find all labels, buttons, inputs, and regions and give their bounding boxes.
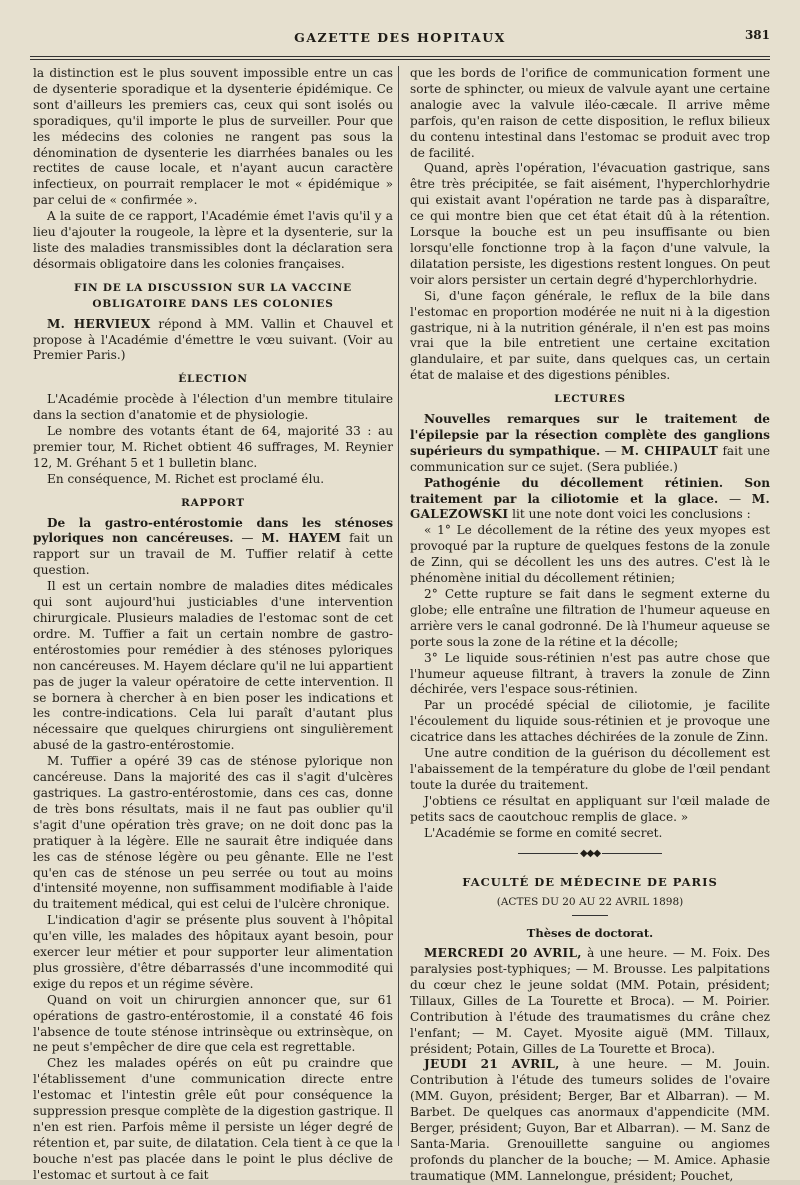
paragraph: JEUDI 21 AVRIL, à une heure. — M. Jouin. Contribution à l'étude des tumeurs solides de l'ovaire (MM. Guyon, président; Berger, Bar et Albarran). — M. Barbet. De quelques cas anormaux d'appendicite (MM. Berger, président; Guyon, Bar et Albarran). — M. Sanz de Santa-Maria. Grenouillette sanguine ou angiomes profonds du plancher de la bouche; — M. Amice. Aphasie traumatique (MM. Lannelongue, président; Pouchet, <box>410 1057 770 1183</box>
speaker-name: M. HAYEM <box>261 531 342 546</box>
paragraph: que les bords de l'orifice de communication forment une sorte de sphincter, ou mieux de valvule ayant une certaine analogie avec la valvule iléo-cæcale. Il arrive même parfois, qu'en raison de cette disposition, le reflux bilieux du contenu intestinal dans l'estomac se produit avec trop de facilité. <box>410 66 770 160</box>
short-rule <box>572 915 608 916</box>
paragraph: De la gastro-entérostomie dans les sténoses pyloriques non cancéreuses. — M. HAYEM fait un rapport sur un travail de M. Tuffier relatif à cette question. <box>33 515 393 578</box>
paragraph: M. Tuffier a opéré 39 cas de sténose pylorique non cancéreuse. Dans la majorité des cas il s'agit d'ulcères gastriques. La gastro-entérostomie, dans ces cas, donne de très bons résultats, mais il ne faut pas oublier qu'il s'agit d'une opération très grave; on ne doit donc pas la pratiquer à la légère. Elle ne saurait être indiquée dans les cas de sténose légère ou peu gênante. Elle ne l'est qu'en cas de sténose un peu serrée ou tout au moins d'intensité moyenne, non suffisamment modifiable à l'aide du traitement médical, qui est celui de l'ulcère chronique. <box>33 754 393 912</box>
speaker-name: M. GALEZOWSKI <box>410 491 770 522</box>
paragraph: Nouvelles remarques sur le traitement de l'épilepsie par la résection complète des ganglions supérieurs du sympathique. — M. CHIPAULT fait une communication sur ce sujet. (Sera publiée.) <box>410 412 770 474</box>
paragraph: « 1° Le décollement de la rétine des yeux myopes est provoqué par la rupture de quelques festons de la zonule de Zinn, qui se décollent les uns des autres. C'est là le phénomène initial du décollement rétinien; <box>410 523 770 586</box>
page-number: 381 <box>744 28 770 42</box>
paragraph: L'indication d'agir se présente plus souvent à l'hôpital qu'en ville, les malades des hôpitaux ayant besoin, pour exercer leur métier et pour supporter leur alimentation plus grossière, d'être débarrassés d'une incommodité qui exige du repos et un régime sévère. <box>33 913 393 991</box>
speaker-name: M. HERVIEUX <box>47 316 151 331</box>
speaker-name: M. CHIPAULT <box>621 443 719 458</box>
section-heading-lectures: LECTURES <box>554 393 626 406</box>
section-heading-faculte: FACULTÉ DE MÉDECINE DE PARIS <box>462 875 718 890</box>
section-heading-election: ÉLECTION <box>178 373 248 386</box>
acts-dates: (ACTES DU 20 AU 22 AVRIL 1898) <box>496 896 684 909</box>
paragraph: 3° Le liquide sous-rétinien n'est pas autre chose que l'humeur aqueuse filtrant, à travers la zonule de Zinn déchirée, vers l'espace sous-rétinien. <box>410 650 770 697</box>
paragraph: Quand on voit un chirurgien annoncer que, sur 61 opérations de gastro-entérostomie, il a constaté 46 fois l'absence de toute sténose intrinsèque ou extrinsèque, on ne peut s'empêcher de dire que cela est regrettable. <box>33 992 393 1055</box>
paragraph: Chez les malades opérés on eût pu craindre que l'établissement d'une communication directe entre l'estomac et l'intestin grêle eût pour conséquence la suppression presque complète de la digestion gastrique. Il n'en est rien. Parfois même il persiste un léger degré de rétention et, par suite, de dilatation. Cela tient à ce que la bouche n'est pas placée dans le point le plus déclive de l'estomac et surtout à ce fait <box>33 1056 393 1182</box>
paragraph: Une autre condition de la guérison du décollement est l'abaissement de la température du globe de l'œil pendant toute la durée du traitement. <box>410 746 770 792</box>
paragraph: Le nombre des votants étant de 64, majorité 33 : au premier tour, M. Richet obtient 46 suffrages, M. Reynier 12, M. Gréhant 5 et 1 bulletin blanc. <box>33 424 393 470</box>
paragraph: M. HERVIEUX répond à MM. Vallin et Chauvel et propose à l'Académie d'émettre le vœu suivant. (Voir au Premier Paris.) <box>33 316 393 363</box>
paragraph: En conséquence, M. Richet est proclamé élu. <box>47 471 325 486</box>
ornamental-divider: ◆◆◆ <box>410 846 770 862</box>
paragraph: Par un procédé spécial de ciliotomie, je facilite l'écoulement du liquide sous-rétinien et je provoque une cicatrice dans les attaches déchirées de la zonule de Zinn. <box>410 698 770 745</box>
section-heading-rapport: RAPPORT <box>181 496 245 509</box>
section-heading-theses: Thèses de doctorat. <box>526 926 654 941</box>
paragraph: MERCREDI 20 AVRIL, à une heure. — M. Foix. Des paralysies post-typhiques; — M. Brousse. Les palpitations du cœur chez le jeune soldat (MM. Potain, président; Tillaux, Gilles de La Tourette et Broca). — M. Poirier. Contribution à l'étude des traumatismes du crâne chez l'enfant; — M. Cayet. Myosite aiguë (MM. Tillaux, président; Potain, Gilles de La Tourette et Broca). <box>410 946 771 1056</box>
paragraph: Il est un certain nombre de maladies dites médicales qui sont aujourd'hui justiciables d'une intervention chirurgicale. Plusieurs maladies de l'estomac sont de cet ordre. M. Tuffier a fait un certain nombre de gastro-entérostomies pour remédier à des sténoses pyloriques non cancéreuses. M. Hayem déclare qu'il ne lui appartient pas de juger la valeur opératoire de cette intervention. Il se bornera à chercher à en bien poser les indications et les contre-indications. Cela lui paraît d'autant plus nécessaire que quelques chirurgiens ont singulièrement abusé de la gastro-entérostomie. <box>33 579 393 753</box>
journal-title: GAZETTE DES HOPITAUX <box>294 30 506 45</box>
paragraph: A la suite de ce rapport, l'Académie émet l'avis qu'il y a lieu d'ajouter la rougeole, la lèpre et la dysenterie, sur la liste des maladies transmissibles dont la déclaration sera désormais obligatoire dans les colonies françaises. <box>33 209 393 271</box>
paragraph: la distinction est le plus souvent impossible entre un cas de dysenterie sporadique et la dysenterie épidémique. Ce sont d'ailleurs les premiers cas, ceux qui sont isolés ou sporadiques, qu'il importe le plus de surveiller. Pour que les médecins des colonies ne rangent pas sous la dénomination de dysenterie les diarrhées banales ou les rectites de cause locale, et n'ayant aucun caractère infectieux, on pourrait remplacer le mot « épidémique » par celui de « confirmée ». <box>33 66 393 208</box>
running-header <box>30 26 770 57</box>
paragraph: Pathogénie du décollement rétinien. Son traitement par la ciliotomie et la glace. — M. GALEZOWSKI lit une note dont voici les conclusions : <box>410 475 770 522</box>
paragraph: Quand, après l'opération, l'évacuation gastrique, sans être très précipitée, se fait aisément, l'hyperchlorhydrie qui existait avant l'opération ne tarde pas à disparaître, ce qui montre bien que cet état était dû à la rétention. Lorsque la bouche est un peu insuffisante ou bien lorsqu'elle fonctionne trop à la façon d'une valvule, la dilatation persiste, les digestions restent longues. On peut voir alors persister un certain degré d'hyperchlorhydrie. <box>410 161 770 287</box>
right-column <box>410 66 770 1185</box>
report-title: De la gastro-entérostomie dans les sténoses pyloriques non cancéreuses. <box>33 515 393 546</box>
paragraph: L'Académie procède à l'élection d'un membre titulaire dans la section d'anatomie et de physiologie. <box>33 392 393 423</box>
paragraph: L'Académie se forme en comité secret. <box>424 825 663 840</box>
lecture-title: Pathogénie du décollement rétinien. Son traitement par la ciliotomie et la glace. <box>410 475 770 506</box>
day-label: JEUDI 21 AVRIL, <box>424 1057 560 1072</box>
paragraph: Si, d'une façon générale, le reflux de la bile dans l'estomac en proportion modérée ne nuit ni à la digestion gastrique, ni à la nutrition générale, il n'en est pas moins vrai que la bile entretient une certaine excitation glandulaire, et par suite, dans quelques cas, un certain état de malaise et des digestions pénibles. <box>410 288 770 383</box>
lecture-title: Nouvelles remarques sur le traitement de l'épilepsie par la résection complète des ganglions supérieurs du sympathique. <box>410 412 770 458</box>
header-rule <box>30 59 770 60</box>
paragraph: J'obtiens ce résultat en appliquant sur l'œil malade de petits sacs de caoutchouc remplis de glace. » <box>410 793 770 824</box>
section-heading-vaccine: FIN DE LA DISCUSSION SUR LA VACCINE OBLIGATOIRE DANS LES COLONIES <box>74 281 352 310</box>
paragraph: 2° Cette rupture se fait dans le segment externe du globe; elle entraîne une filtration de l'humeur aqueuse en arrière vers le canal godronné. De là l'humeur aqueuse se porte sous la zone de la rétine et la décolle; <box>410 587 770 649</box>
column-divider <box>398 66 399 1146</box>
left-column <box>33 66 393 1184</box>
day-label: MERCREDI 20 AVRIL, <box>424 946 582 961</box>
